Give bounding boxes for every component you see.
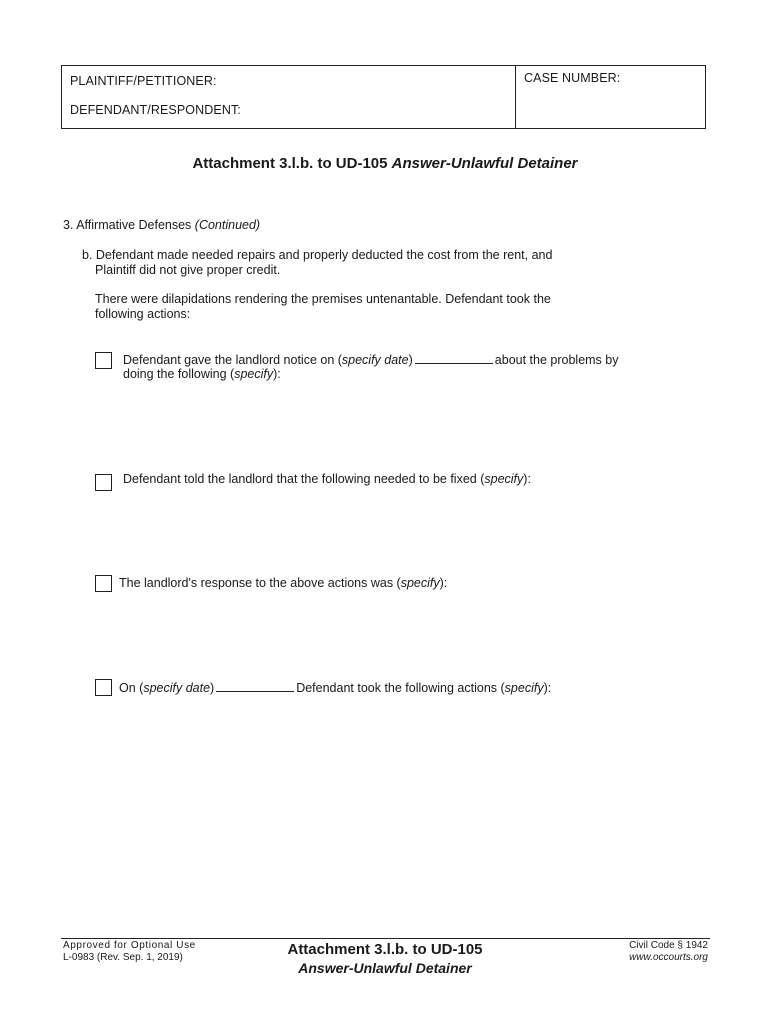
case-number-label: CASE NUMBER: [524, 71, 621, 85]
notice-checkbox[interactable] [95, 352, 112, 369]
form-id: L-0983 (Rev. Sep. 1, 2019) [63, 952, 183, 963]
form-title-italic: Answer-Unlawful Detainer [391, 155, 578, 172]
intro-line2: following actions: [95, 307, 191, 321]
landlord-response-text [119, 576, 447, 592]
notice-line2-italic: specify [234, 367, 274, 381]
case-caption-box [61, 65, 706, 129]
told-landlord-checkbox[interactable] [95, 474, 112, 491]
on-date-italic: specify date [143, 681, 211, 695]
notice-line2 [123, 367, 281, 383]
defendant-label: DEFENDANT/RESPONDENT: [70, 103, 241, 117]
on-date-specify-italic: specify [504, 681, 544, 695]
section-heading-text: 3. Affirmative Defenses [63, 218, 195, 232]
section-heading [63, 218, 260, 234]
section-heading-italic: (Continued) [194, 218, 261, 232]
footer-title [240, 940, 530, 978]
on-date-close: ) [210, 681, 215, 695]
notice-text-close: ) [408, 353, 413, 367]
on-date-specify-close: ): [543, 681, 552, 695]
on-date-text-a: On ( [119, 681, 144, 695]
intro-line1: There were dilapidations rendering the premises untenantable. Defendant took the [95, 292, 551, 306]
footer-left [63, 940, 196, 964]
item-b-line1: b. Defendant made needed repairs and properly deducted the cost from the rent, and [82, 248, 553, 262]
told-close: ): [523, 472, 531, 486]
notice-text-italic: specify date [341, 353, 409, 367]
court-website-link[interactable]: www.occourts.org [629, 952, 708, 963]
footer-divider [61, 938, 710, 939]
form-title-main: Attachment 3.l.b. to UD-105 [192, 155, 392, 172]
notice-line2-text: doing the following ( [123, 367, 235, 381]
plaintiff-label: PLAINTIFF/PETITIONER: [70, 74, 217, 88]
response-close: ): [439, 576, 448, 590]
told-text: Defendant told the landlord that the following needed to be fixed ( [123, 472, 485, 486]
footer-right [629, 940, 708, 964]
response-text: The landlord's response to the above actions was ( [119, 576, 401, 590]
footer-title-line2: Answer-Unlawful Detainer [298, 960, 472, 976]
told-landlord-text [123, 472, 531, 488]
landlord-response-checkbox[interactable] [95, 575, 112, 592]
form-title [0, 155, 770, 172]
response-italic: specify [400, 576, 440, 590]
on-date-blank[interactable] [216, 680, 294, 692]
footer-title-line1: Attachment 3.l.b. to UD-105 [287, 941, 483, 958]
item-b-line2: Plaintiff did not give proper credit. [95, 263, 281, 277]
on-date-text-b: Defendant took the following actions ( [296, 681, 505, 695]
notice-text-a: Defendant gave the landlord notice on ( [123, 353, 342, 367]
notice-line2-close: ): [273, 367, 281, 381]
approved-note: Approved for Optional Use [63, 940, 196, 951]
notice-text-b: about the problems by [494, 353, 619, 367]
notice-date-blank[interactable] [415, 352, 493, 364]
told-italic: specify [484, 472, 524, 486]
on-date-checkbox[interactable] [95, 679, 112, 696]
civil-code: Civil Code § 1942 [629, 940, 708, 951]
on-date-text [119, 680, 551, 697]
